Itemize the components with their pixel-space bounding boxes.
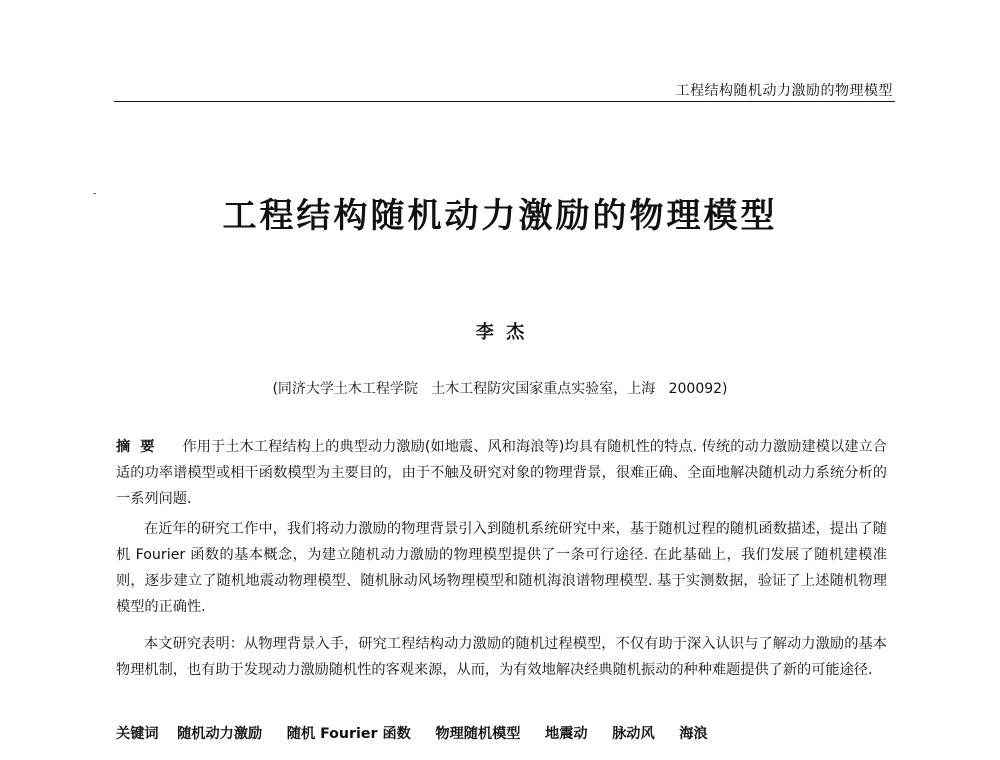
keyword-item: 随机 Fourier 函数: [286, 726, 411, 742]
running-header: 工程结构随机动力激励的物理模型: [675, 83, 893, 99]
keyword-item: 海浪: [679, 726, 708, 742]
paper-title: 工程结构随机动力激励的物理模型: [222, 196, 778, 236]
keyword-item: 地震动: [545, 726, 588, 742]
body-paragraph-2: 在近年的研究工作中，我们将动力激励的物理背景引入到随机系统研究中来，基于随机过程的随机函数描述，提出了随机 Fourier 函数的基本概念，为建立随机动力激励的物理模型提供了一条可行途径. 在此基础上，我们发展了随机建模准则，逐步建立了随机地震动物理模型、随机脉动风场物理模型和随机海浪谱物理模型. 基于实测数据，验证了上述随机物理模型的正确性.: [116, 521, 887, 615]
abstract-label: 摘要: [116, 439, 165, 455]
abstract-text: 作用于土木工程结构上的典型动力激励(如地震、风和海浪等)均具有随机性的特点. 传统的动力激励建模以建立合适的功率谱模型或相干函数模型为主要目的，由于不触及研究对象的物理背景，很难正确、全面地解决随机动力系统分析的一系列问题.: [116, 439, 887, 507]
body-paragraph-3: 本文研究表明：从物理背景入手，研究工程结构动力激励的随机过程模型，不仅有助于深入认识与了解动力激励的基本物理机制，也有助于发现动力激励随机性的客观来源，从而，为有效地解决经典随机振动的种种难题提供了新的可能途径.: [116, 636, 887, 678]
affiliation: (同济大学土木工程学院 土木工程防灾国家重点实验室，上海 200092): [272, 381, 728, 397]
abstract: [116, 434, 887, 512]
keyword-item: 随机动力激励: [177, 726, 263, 742]
header-rule: [114, 101, 895, 102]
keyword-item: 脉动风: [612, 726, 655, 742]
author: 李 杰: [475, 322, 525, 343]
keywords-label: 关键词: [116, 726, 159, 742]
keywords: [116, 723, 728, 743]
keyword-item: 物理随机模型: [435, 726, 521, 742]
